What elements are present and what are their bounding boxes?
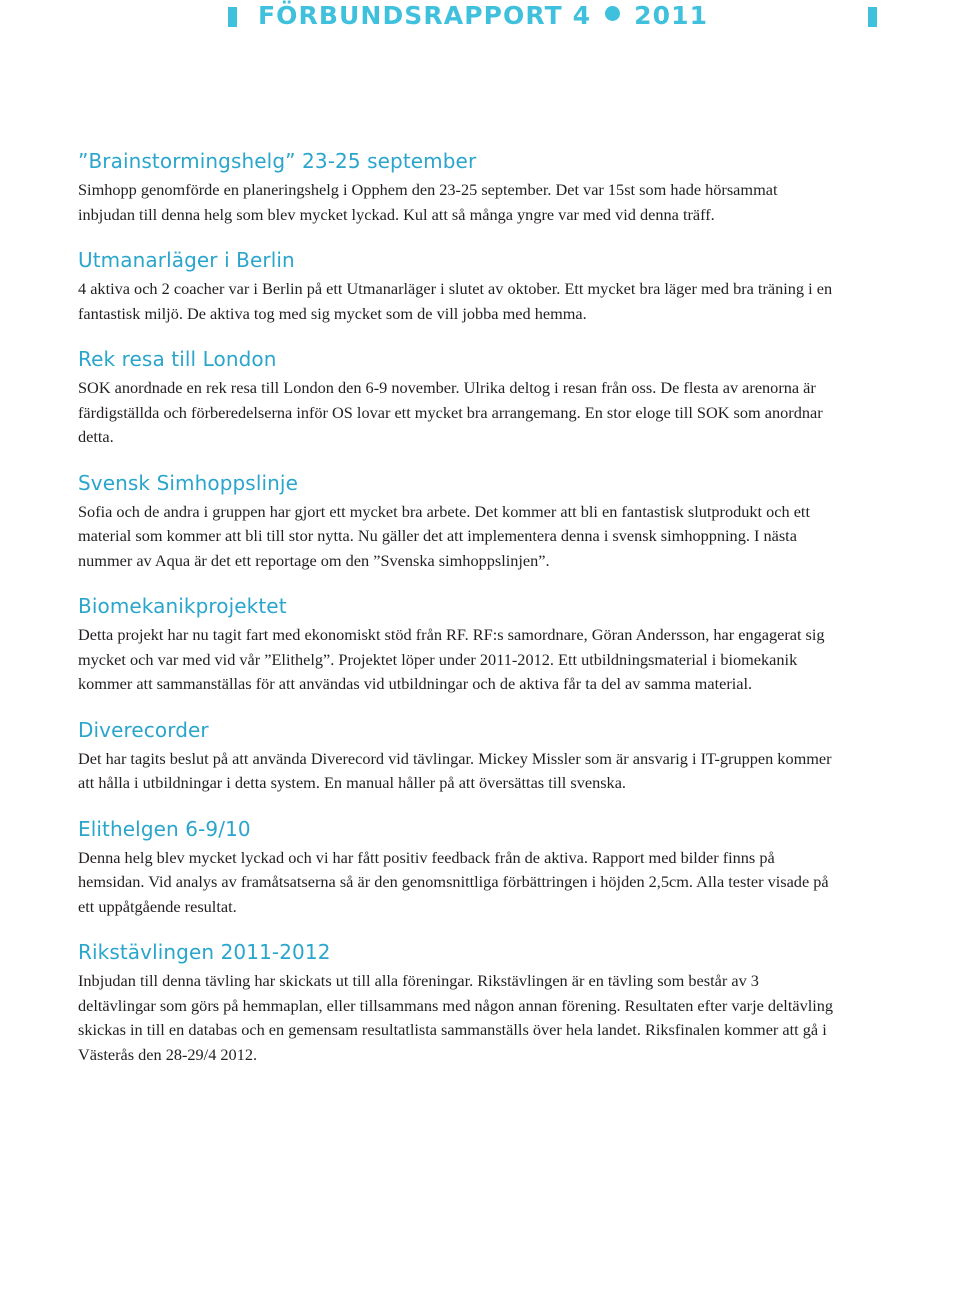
section-text: Detta projekt har nu tagit fart med ekonomiskt stöd från RF. RF:s samordnare, Göran Andersson, har engagerat sig mycket och var med vid vår ”Elithelg”. Projektet löper under 2011-2012. Ett utbildningsmaterial i biomekanik kommer att sammanställas för att användas vid utbildningar och de aktiva får ta del av samma material.: [78, 625, 825, 693]
section-utmanarlager: [78, 245, 838, 326]
section-heading: Diverecorder: [78, 717, 209, 742]
article-body: [78, 146, 838, 1085]
header-year: 2011: [634, 1, 709, 30]
section-heading: Svensk Simhoppslinje: [78, 470, 298, 495]
header-bar-left: [228, 7, 237, 27]
section-simhoppslinje: [78, 468, 838, 574]
section-text: SOK anordnade en rek resa till London den 6-9 november. Ulrika deltog i resan från oss. De flesta av arenorna är färdigställda och förberedelserna inför OS lovar ett mycket bra arrangemang. En stor eloge till SOK som anordnar detta.: [78, 378, 823, 446]
section-heading: Rikstävlingen 2011-2012: [78, 940, 331, 964]
section-biomekanik: [78, 591, 838, 697]
section-rek-resa: [78, 344, 838, 450]
section-text: Det har tagits beslut på att använda Diverecord vid tävlingar. Mickey Missler som är ansvarig i IT-gruppen kommer att hålla i utbildningar i detta system. En manual håller på att översättas till svenska.: [78, 748, 832, 792]
header-dot-icon: [605, 6, 620, 21]
section-text: Inbjudan till denna tävling har skickats ut till alla föreningar. Rikstävlingen är en tävling som består av 3 deltävlingar som görs på hemmaplan, eller tillsammans med någon annan förening. Resultaten efter varje deltävling skickas in till en databas och en gemensam resultatlista sammanställs över hela landet. Riksfinalen kommer att gå i Västerås den 28-29/4 2012.: [78, 971, 834, 1064]
section-heading: Biomekanikprojektet: [78, 594, 287, 618]
section-rikstavlingen: [78, 937, 838, 1067]
section-text: Simhopp genomförde en planeringshelg i Opphem den 23-25 september. Det var 15st som hade hörsammat inbjudan till denna helg som blev mycket lyckad. Kul att så många yngre var med vid denna träff.: [78, 180, 778, 224]
section-heading: Utmanarläger i Berlin: [78, 248, 295, 272]
section-brainstormingshelg: [78, 146, 838, 227]
section-text: 4 aktiva och 2 coacher var i Berlin på ett Utmanarläger i slutet av oktober. Ett mycket bra läger med bra träning i en fantastisk miljö. De aktiva tog med sig mycket som de vill jobba med hemma.: [78, 279, 833, 323]
section-elithelgen: [78, 814, 838, 920]
header-bar-right: [868, 7, 877, 27]
section-heading: Rek resa till London: [78, 347, 277, 371]
section-heading: ”Brainstormingshelg” 23-25 september: [78, 149, 477, 173]
section-text: Denna helg blev mycket lyckad och vi har fått positiv feedback från de aktiva. Rapport med bilder finns på hemsidan. Vid analys av framåtsatserna så är den genomsnittliga förbättringen i höjden 2,5cm. Alla tester visade på ett uppåtgående resultat.: [78, 847, 829, 916]
header-title-text: FÖRBUNDSRAPPORT 4: [258, 1, 592, 30]
section-heading: Elithelgen 6-9/10: [78, 816, 251, 841]
section-text: Sofia och de andra i gruppen har gjort ett mycket bra arbete. Det kommer att bli en fantastisk slutprodukt och ett material som kommer att bli till stor nytta. Nu gäller det att implementera denna i svensk simhoppning. I nästa nummer av Aqua är det ett reportage om den ”Svenska simhoppslinjen”.: [78, 501, 810, 570]
section-diverecorder: [78, 715, 838, 796]
header-title: [258, 1, 708, 30]
page-header: [0, 0, 960, 36]
